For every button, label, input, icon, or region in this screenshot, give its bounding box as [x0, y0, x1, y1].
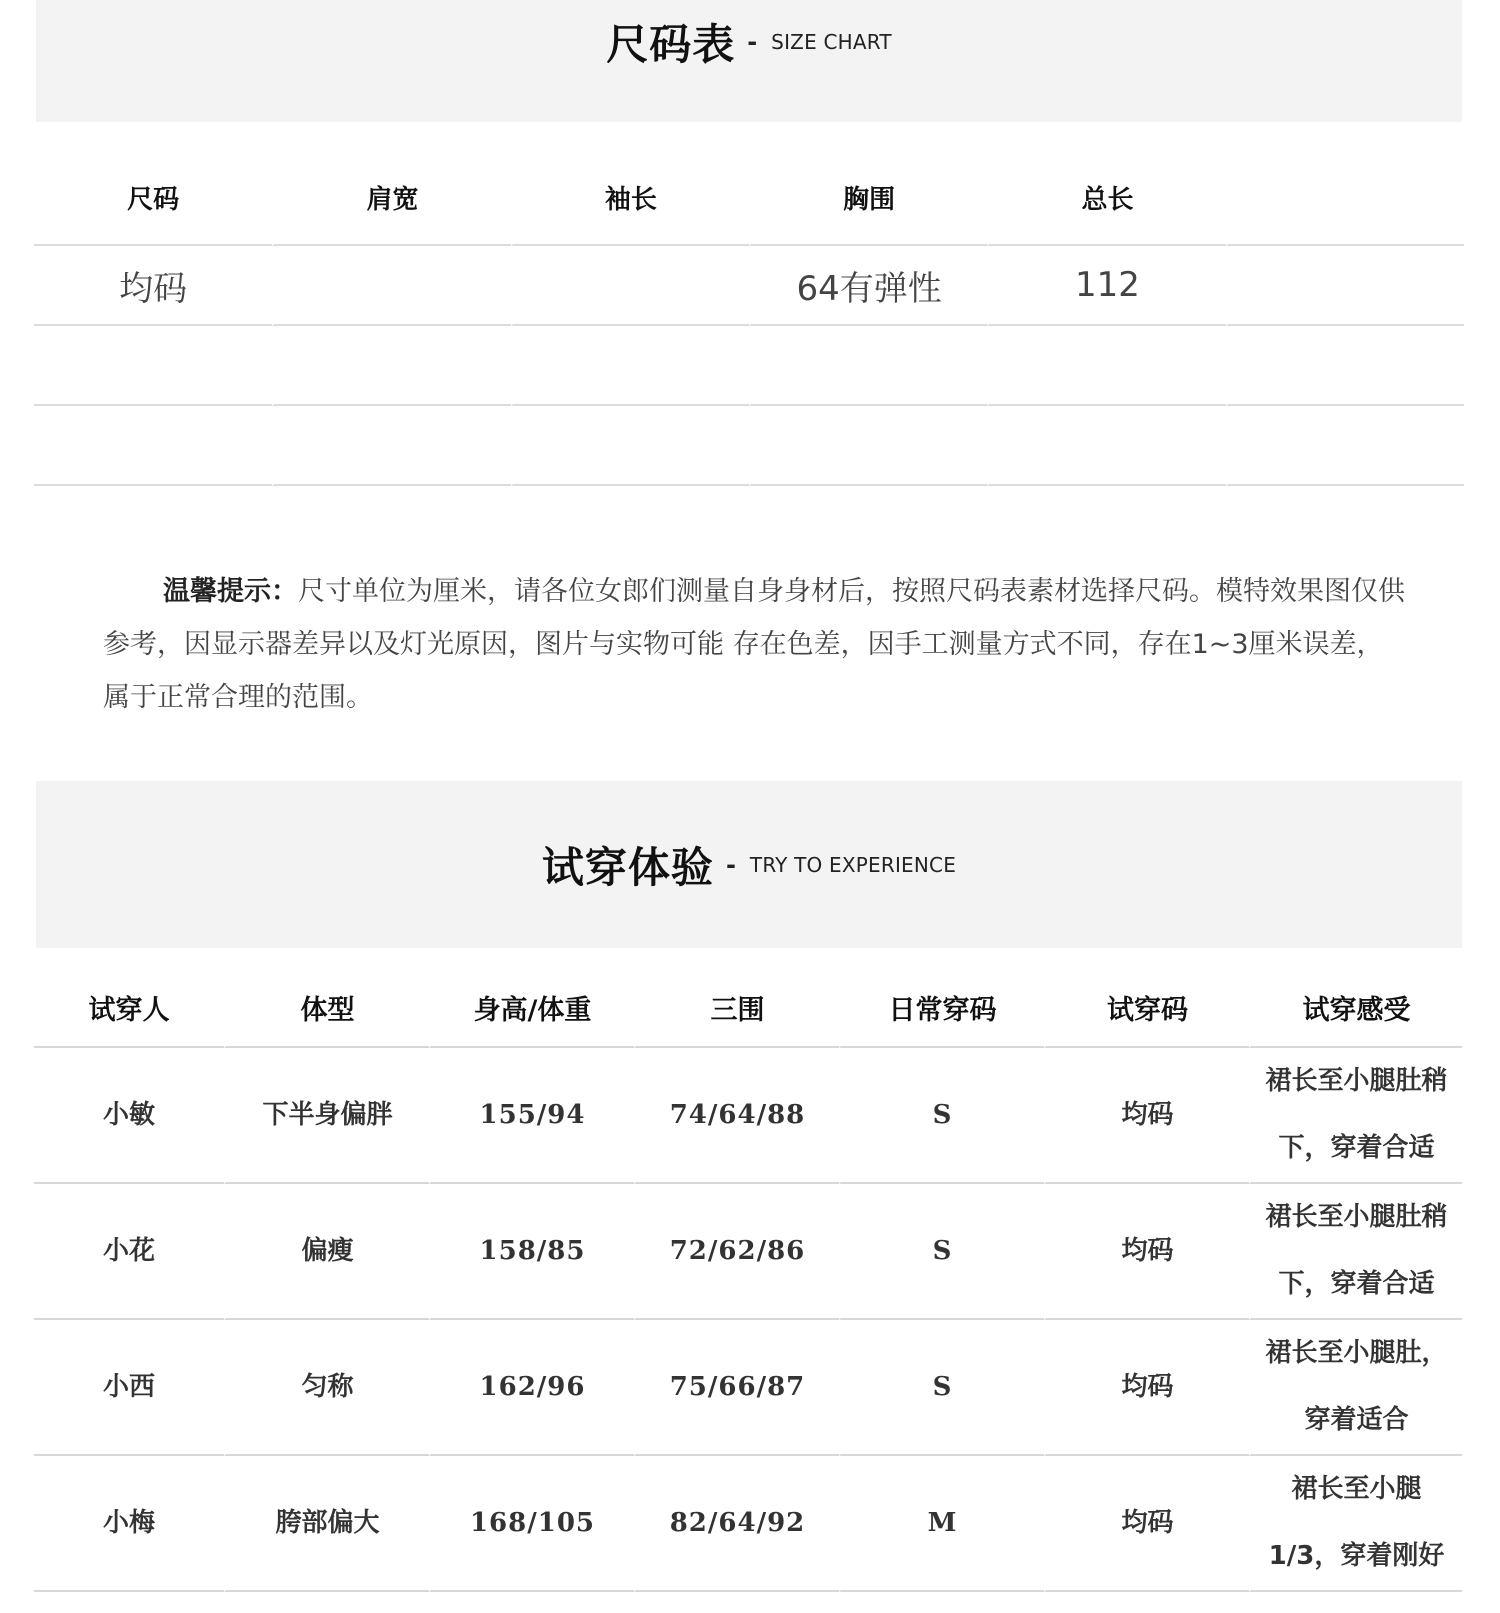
- tip-label: 温馨提示：: [163, 576, 298, 607]
- header-length: 总长: [987, 150, 1225, 246]
- cell-height-weight: 162/96: [429, 1320, 634, 1456]
- size-table: [34, 150, 1464, 486]
- cell-blank: [1226, 246, 1464, 326]
- cell-tester: 小西: [34, 1320, 224, 1456]
- table-row: [34, 246, 1464, 326]
- cell-blank: [1226, 406, 1464, 486]
- header-feedback: 试穿感受: [1249, 968, 1462, 1048]
- cell-height-weight: 155/94: [429, 1048, 634, 1184]
- header-usual-size: 日常穿码: [839, 968, 1044, 1048]
- try-on-title: 试穿体验: [541, 842, 714, 892]
- header-sleeve: 袖长: [511, 150, 749, 246]
- cell-usual-size: S: [839, 1184, 1044, 1320]
- cell-measurements: 72/62/86: [634, 1184, 839, 1320]
- header-size: 尺码: [34, 150, 272, 246]
- cell-size: [34, 406, 272, 486]
- cell-shoulder: [272, 246, 510, 326]
- try-on-banner: [36, 781, 1462, 948]
- header-blank: [1226, 150, 1464, 246]
- cell-bust: [749, 326, 987, 406]
- cell-body-type: 下半身偏胖: [224, 1048, 429, 1184]
- cell-bust: [749, 406, 987, 486]
- cell-size: [34, 326, 272, 406]
- header-bust: 胸围: [749, 150, 987, 246]
- cell-blank: [1226, 326, 1464, 406]
- cell-tester: 小梅: [34, 1456, 224, 1592]
- cell-usual-size: S: [839, 1320, 1044, 1456]
- table-row: [34, 326, 1464, 406]
- cell-sleeve: [511, 406, 749, 486]
- cell-length: 112: [987, 246, 1225, 326]
- try-on-subtitle: TRY TO EXPERIENCE: [749, 852, 957, 877]
- table-row: [34, 406, 1464, 486]
- size-chart-subtitle: SIZE CHART: [771, 30, 892, 54]
- header-measurements: 三围: [634, 968, 839, 1048]
- cell-shoulder: [272, 406, 510, 486]
- header-tried-size: 试穿码: [1044, 968, 1249, 1048]
- header-body-type: 体型: [224, 968, 429, 1048]
- cell-body-type: 胯部偏大: [224, 1456, 429, 1592]
- cell-usual-size: S: [839, 1048, 1044, 1184]
- cell-measurements: 82/64/92: [634, 1456, 839, 1592]
- table-row: [34, 1456, 1462, 1592]
- table-row: [34, 1048, 1462, 1184]
- cell-tester: 小花: [34, 1184, 224, 1320]
- table-row: [34, 1184, 1462, 1320]
- cell-height-weight: 168/105: [429, 1456, 634, 1592]
- title-dash: -: [747, 28, 758, 56]
- cell-feedback: 裙长至小腿1/3，穿着刚好: [1249, 1456, 1462, 1592]
- cell-sleeve: [511, 326, 749, 406]
- cell-body-type: 匀称: [224, 1320, 429, 1456]
- cell-tried-size: 均码: [1044, 1048, 1249, 1184]
- cell-tried-size: 均码: [1044, 1456, 1249, 1592]
- cell-tester: 小敏: [34, 1048, 224, 1184]
- size-tip: [103, 565, 1408, 724]
- cell-body-type: 偏瘦: [224, 1184, 429, 1320]
- cell-feedback: 裙长至小腿肚，穿着适合: [1249, 1320, 1462, 1456]
- cell-usual-size: M: [839, 1456, 1044, 1592]
- table-row: [34, 1320, 1462, 1456]
- cell-bust: 64有弹性: [749, 246, 987, 326]
- cell-feedback: 裙长至小腿肚稍下，穿着合适: [1249, 1048, 1462, 1184]
- cell-shoulder: [272, 326, 510, 406]
- size-chart-title: 尺码表: [606, 20, 736, 69]
- cell-length: [987, 326, 1225, 406]
- try-on-table: [34, 968, 1462, 1592]
- cell-tried-size: 均码: [1044, 1320, 1249, 1456]
- cell-feedback: 裙长至小腿肚稍下，穿着合适: [1249, 1184, 1462, 1320]
- cell-measurements: 74/64/88: [634, 1048, 839, 1184]
- header-shoulder: 肩宽: [272, 150, 510, 246]
- tip-text: 尺寸单位为厘米，请各位女郎们测量自身身材后，按照尺码表素材选择尺码。模特效果图仅供参考，因显示器差异以及灯光原因，图片与实物可能 存在色差，因手工测量方式不同，存在1~3厘米误差，属于正常合理的范围。: [103, 576, 1405, 713]
- size-table-header: [34, 150, 1464, 246]
- title-dash: -: [725, 850, 736, 879]
- try-on-table-header: [34, 968, 1462, 1048]
- size-chart-banner: [36, 0, 1462, 122]
- header-height-weight: 身高/体重: [429, 968, 634, 1048]
- cell-size: 均码: [34, 246, 272, 326]
- cell-height-weight: 158/85: [429, 1184, 634, 1320]
- cell-measurements: 75/66/87: [634, 1320, 839, 1456]
- header-tester: 试穿人: [34, 968, 224, 1048]
- cell-tried-size: 均码: [1044, 1184, 1249, 1320]
- cell-sleeve: [511, 246, 749, 326]
- cell-length: [987, 406, 1225, 486]
